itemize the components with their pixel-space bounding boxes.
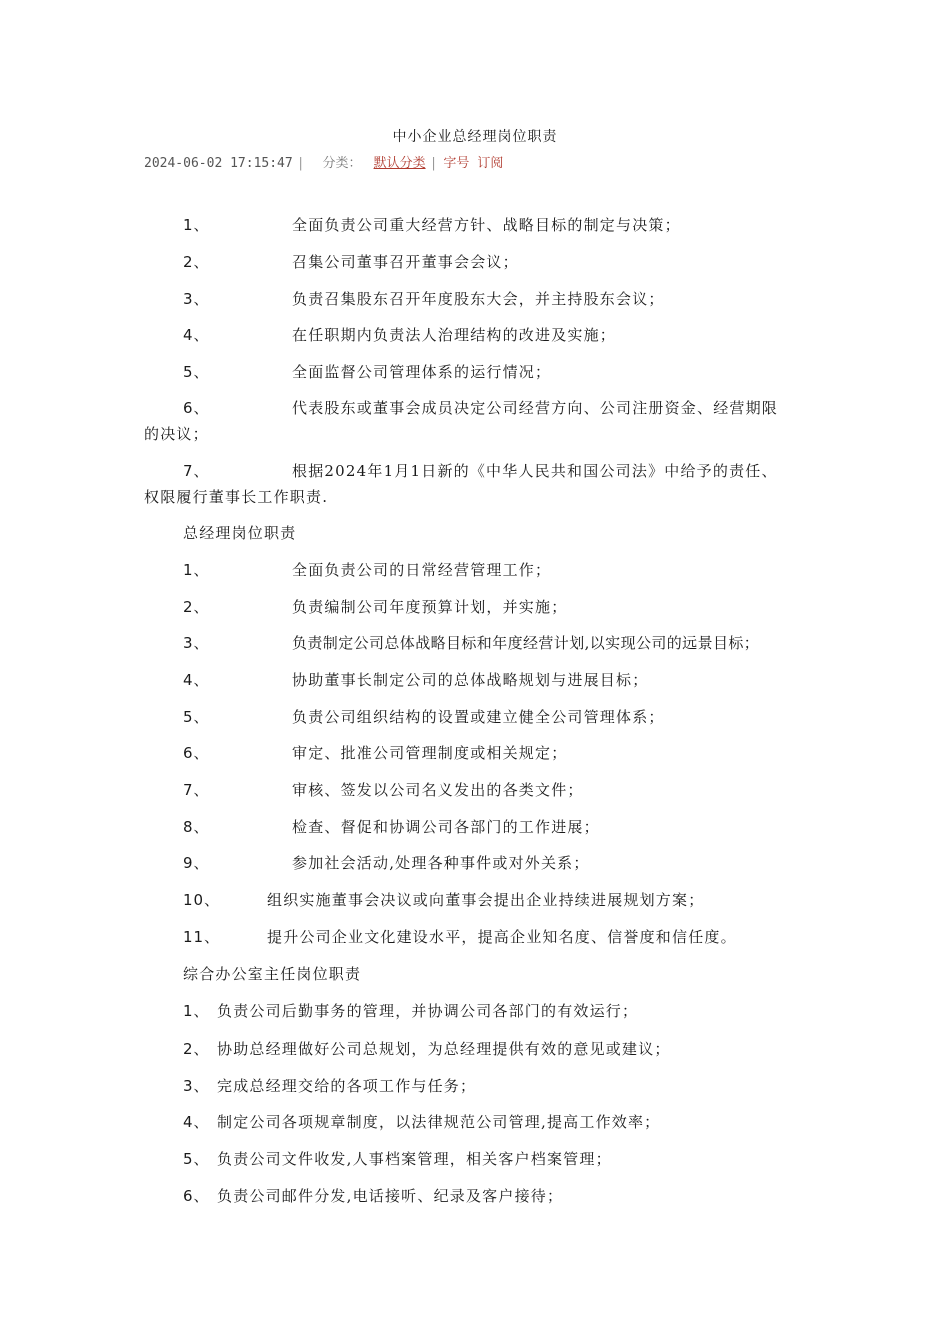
- list-item-text: 负责公司文件收发,人事档案管理，相关客户档案管理；: [217, 1150, 612, 1168]
- list-item-text: 协助董事长制定公司的总体战略规划与进展目标；: [292, 671, 649, 689]
- list-item-continuation: 权限履行董事长工作职责.: [144, 488, 329, 506]
- list-item-text: 负责编制公司年度预算计划，并实施；: [292, 598, 568, 616]
- list-item-text: 协助总经理做好公司总规划，为总经理提供有效的意见或建议；: [217, 1040, 671, 1058]
- font-size-link[interactable]: 字号: [443, 156, 470, 171]
- list-item-text: 全面负责公司的日常经营管理工作；: [292, 561, 552, 579]
- list-item-text: 提升公司企业文化建设水平，提高企业知名度、信誉度和信任度。: [267, 928, 737, 946]
- list-item-text: 在任职期内负责法人治理结构的改进及实施；: [292, 326, 617, 344]
- list-item-number: 6、: [183, 399, 210, 417]
- post-datetime: 2024-06-02 17:15:47: [144, 156, 293, 171]
- list-item-number: 6、: [183, 1187, 210, 1205]
- list-item-number: 8、: [183, 818, 210, 836]
- list-item-number: 9、: [183, 854, 210, 872]
- list-item-number: 4、: [183, 1113, 210, 1131]
- list-item-number: 4、: [183, 671, 210, 689]
- list-item-number: 7、: [183, 781, 210, 799]
- list-item-continuation: 的决议；: [144, 425, 209, 443]
- category-link[interactable]: 默认分类: [373, 156, 426, 171]
- list-item-text: 审定、批准公司管理制度或相关规定；: [292, 744, 568, 762]
- list-item-text: 负责召集股东召开年度股东大会，并主持股东会议；: [292, 290, 665, 308]
- list-item-text: 审核、签发以公司名义发出的各类文件；: [292, 781, 584, 799]
- list-item-number: 1、: [183, 1002, 210, 1020]
- list-item-number: 2、: [183, 253, 210, 271]
- list-item-text: 负责公司后勤事务的管理，并协调公司各部门的有效运行；: [217, 1002, 639, 1020]
- list-item-number: 4、: [183, 326, 210, 344]
- list-item-text: 全面负责公司重大经营方针、战略目标的制定与决策；: [292, 216, 681, 234]
- list-item-number: 10、: [183, 891, 221, 909]
- list-item-number: 3、: [183, 1077, 210, 1095]
- list-item-text: 负责公司组织结构的设置或建立健全公司管理体系；: [292, 708, 665, 726]
- list-item-number: 1、: [183, 561, 210, 579]
- list-item-number: 3、: [183, 290, 210, 308]
- meta-separator-2: |: [429, 156, 438, 171]
- list-item-number: 6、: [183, 744, 210, 762]
- list-item-number: 11、: [183, 928, 221, 946]
- list-item-text: 根据2024年1月1日新的《中华人民共和国公司法》中给予的责任、: [292, 462, 778, 480]
- list-item-text: 组织实施董事会决议或向董事会提出企业持续进展规划方案；: [267, 891, 705, 909]
- list-item-text: 参加社会活动,处理各种事件或对外关系；: [292, 854, 590, 872]
- list-item-text: 代表股东或董事会成员决定公司经营方向、公司注册资金、经营期限: [292, 399, 779, 417]
- list-item-number: 3、: [183, 634, 210, 652]
- list-item-number: 7、: [183, 462, 210, 480]
- list-item-text: 完成总经理交给的各项工作与任务；: [217, 1077, 477, 1095]
- category-label: 分类：: [322, 156, 362, 171]
- list-item-text: 负责公司邮件分发,电话接听、纪录及客户接待；: [217, 1187, 564, 1205]
- gm-section-heading: 总经理岗位职责: [183, 524, 297, 542]
- subscribe-link[interactable]: 订阅: [477, 156, 504, 171]
- list-item-number: 2、: [183, 598, 210, 616]
- office-section-heading: 综合办公室主任岗位职责: [183, 965, 362, 983]
- list-item-number: 5、: [183, 1150, 210, 1168]
- list-item-number: 1、: [183, 216, 210, 234]
- list-item-text: 召集公司董事召开董事会会议；: [292, 253, 519, 271]
- meta-separator: |: [296, 156, 305, 171]
- list-item-text: 负责制定公司总体战略目标和年度经营计划,以实现公司的远景目标；: [292, 634, 760, 652]
- list-item-text: 全面监督公司管理体系的运行情况；: [292, 363, 552, 381]
- list-item-number: 5、: [183, 363, 210, 381]
- list-item-number: 2、: [183, 1040, 210, 1058]
- list-item-number: 5、: [183, 708, 210, 726]
- list-item-text: 制定公司各项规章制度，以法律规范公司管理,提高工作效率；: [217, 1113, 661, 1131]
- page-title: 中小企业总经理岗位职责: [392, 129, 558, 145]
- list-item-text: 检查、督促和协调公司各部门的工作进展；: [292, 818, 600, 836]
- post-meta: [144, 152, 509, 171]
